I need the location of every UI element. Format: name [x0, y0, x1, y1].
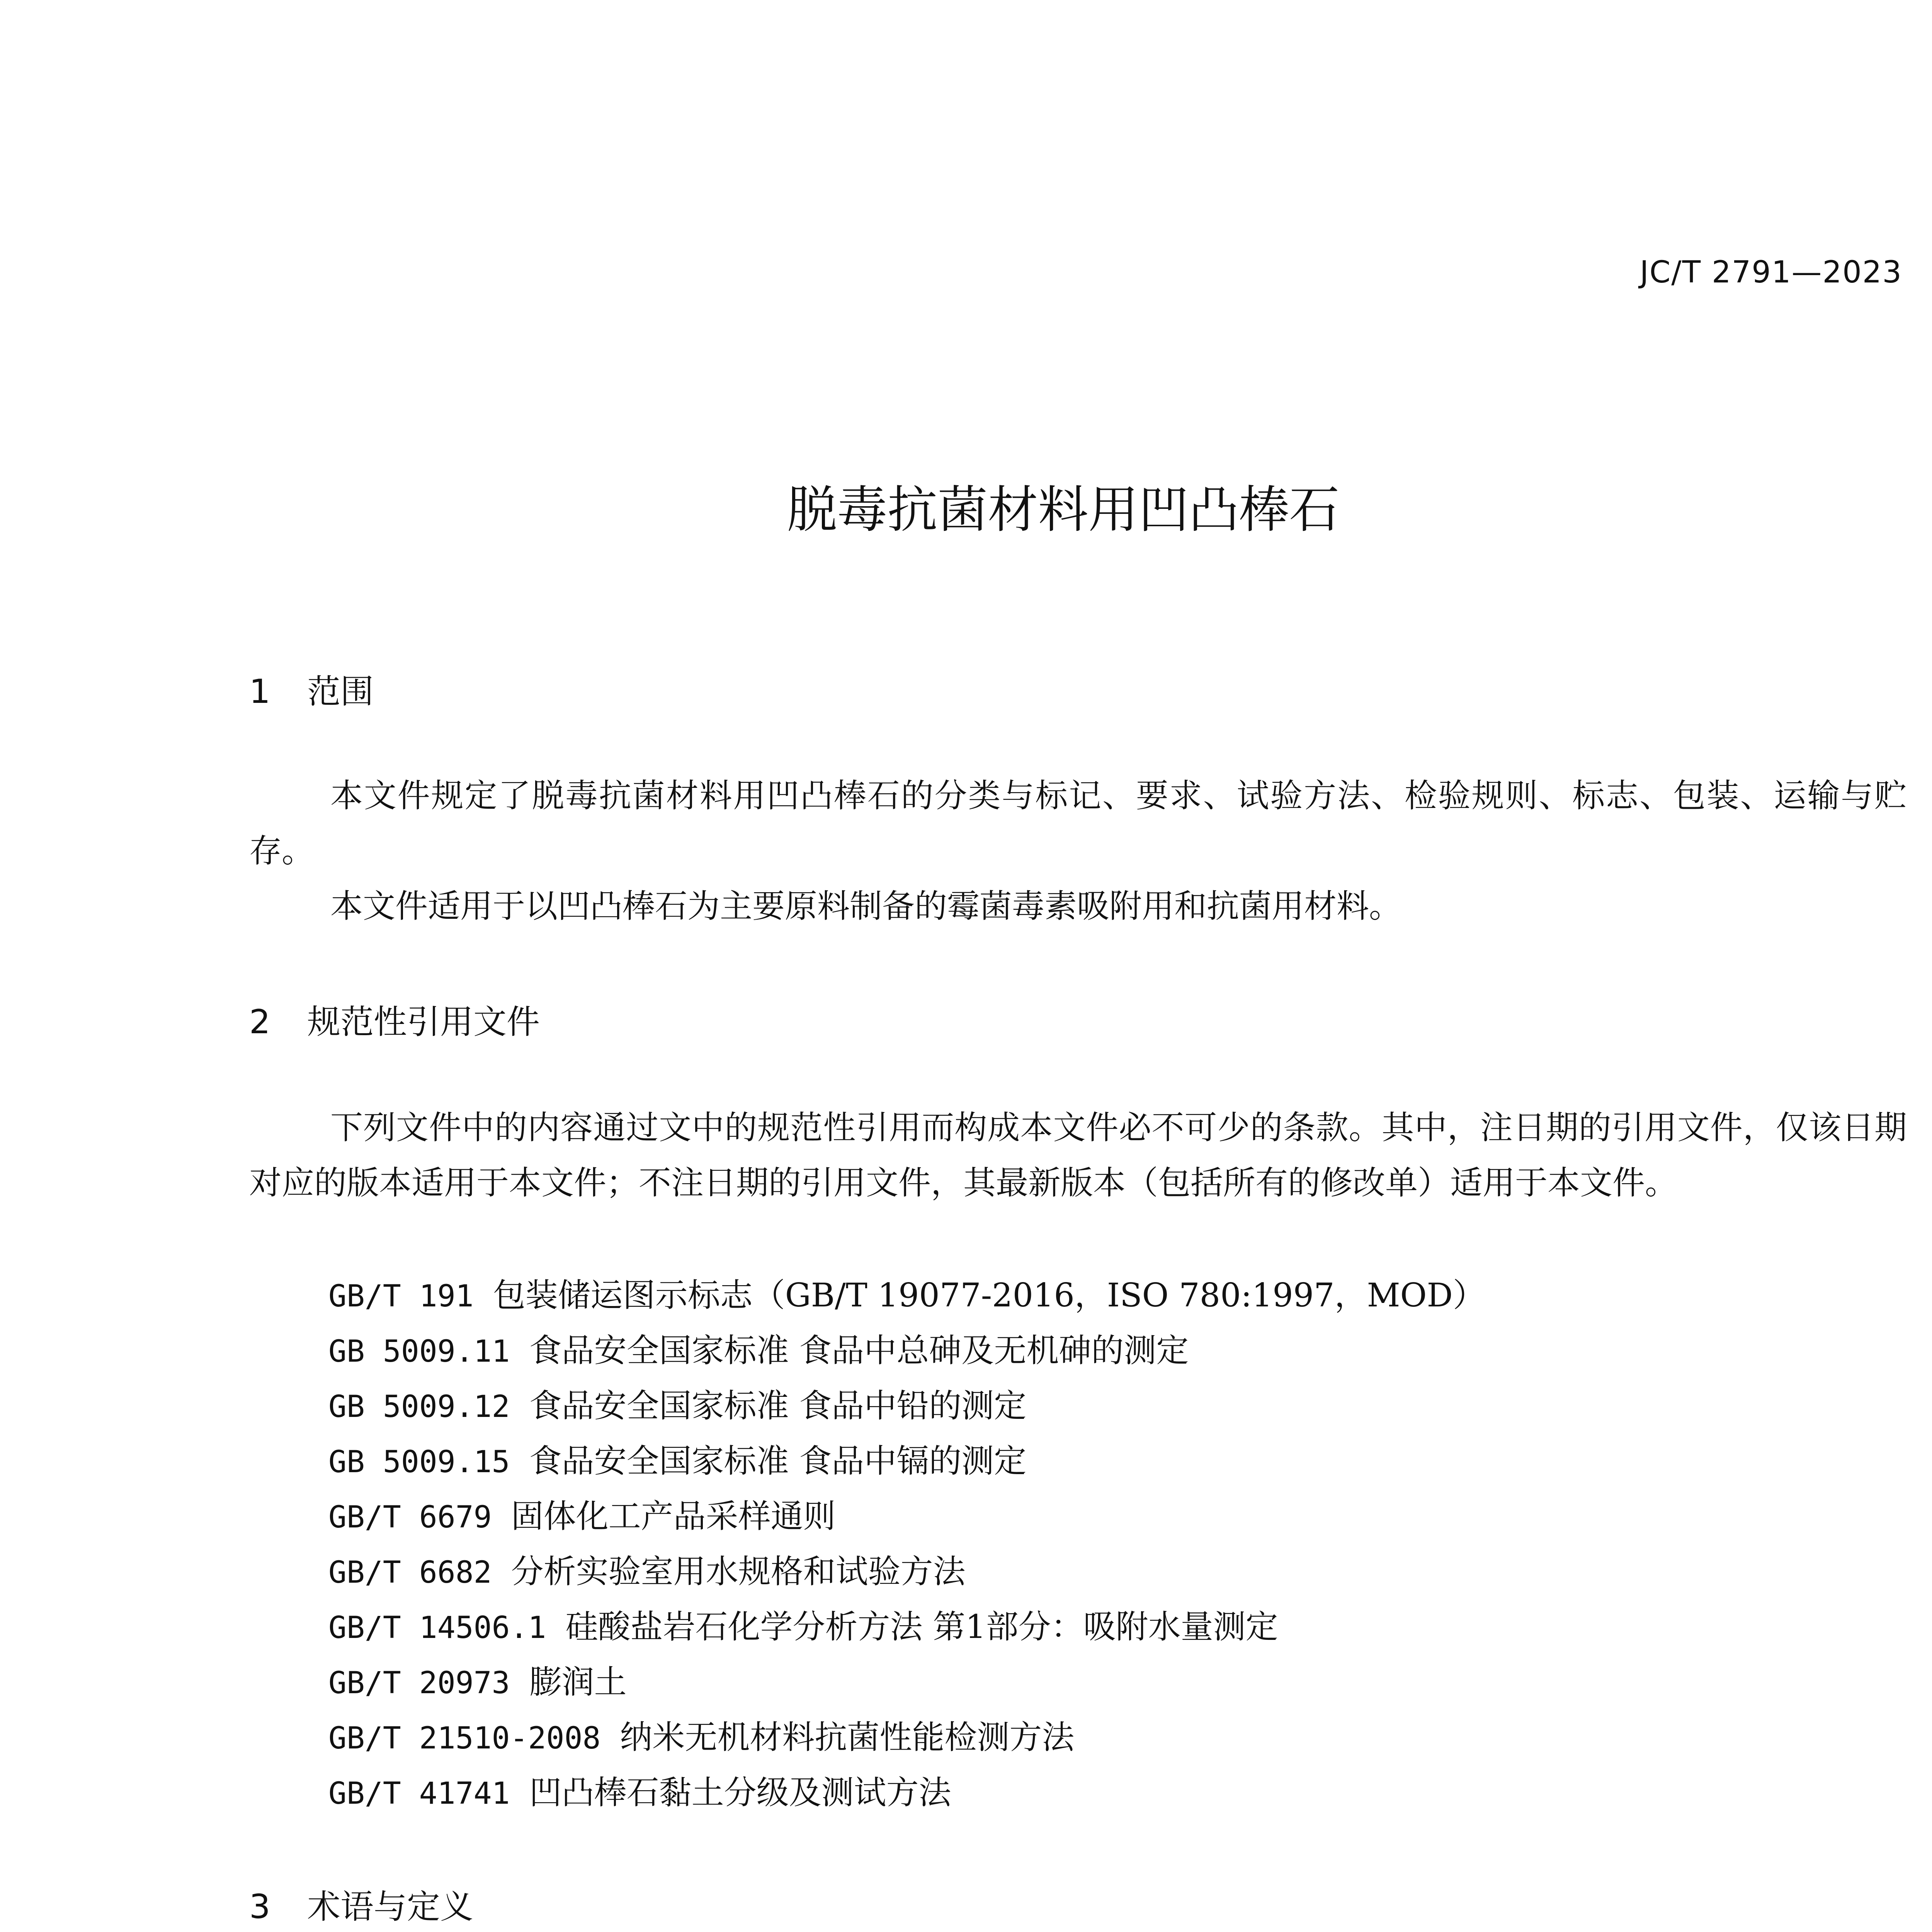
section-heading-terms-and-definitions [249, 1880, 473, 1928]
reference-item [328, 1380, 1026, 1427]
section-title: 术语与定义 [307, 1888, 473, 1926]
standard-code: JC/T 2791—2023 [1639, 255, 1902, 290]
reference-code: GB/T 41741 [328, 1776, 510, 1811]
reference-title: 纳米无机材料抗菌性能检测方法 [620, 1718, 1075, 1756]
scope-paragraph-1: 本文件规定了脱毒抗菌材料用凹凸棒石的分类与标记、要求、试验方法、检验规则、标志、包装、运输与贮存。 [249, 777, 1907, 870]
reference-code: GB/T 6679 [328, 1500, 492, 1535]
reference-item [328, 1711, 1074, 1758]
reference-title: 固体化工产品采样通则 [511, 1497, 836, 1535]
reference-item [328, 1435, 1026, 1482]
reference-code: GB/T 20973 [328, 1666, 510, 1701]
section-number: 2 [249, 1003, 270, 1041]
section-heading-normative-references [249, 995, 540, 1043]
reference-code: GB/T 6682 [328, 1555, 492, 1590]
reference-title: 食品安全国家标准 食品中铅的测定 [529, 1387, 1027, 1425]
reference-code: GB 5009.11 [328, 1334, 510, 1369]
reference-title: 食品安全国家标准 食品中总砷及无机砷的测定 [529, 1332, 1189, 1369]
section-title: 规范性引用文件 [307, 1003, 540, 1041]
reference-code: GB/T 21510-2008 [328, 1721, 601, 1756]
document-title: 脱毒抗菌材料用凹凸棒石 [787, 480, 1340, 539]
reference-item [328, 1601, 1278, 1648]
reference-item [328, 1490, 836, 1537]
section-number: 3 [249, 1888, 270, 1926]
reference-title: 食品安全国家标准 食品中镉的测定 [529, 1442, 1027, 1480]
section-title: 范围 [307, 672, 374, 711]
reference-title: 膨润土 [529, 1663, 627, 1701]
reference-code: GB/T 14506.1 [328, 1611, 546, 1645]
reference-code: GB 5009.12 [328, 1389, 510, 1424]
reference-title: 包装储运图示标志（GB/T 19077-2016，ISO 780:1997，MOD） [493, 1276, 1485, 1314]
scope-paragraph-2: 本文件适用于以凹凸棒石为主要原料制备的霉菌毒素吸附用和抗菌用材料。 [330, 887, 1402, 925]
section-heading-scope [249, 665, 374, 713]
reference-item [328, 1767, 951, 1813]
reference-code: GB/T 191 [328, 1279, 474, 1314]
reference-item [328, 1269, 1485, 1316]
section-number: 1 [249, 672, 270, 711]
references-intro-paragraph: 下列文件中的内容通过文中的规范性引用而构成本文件必不可少的条款。其中，注日期的引用文件，仅该日期对应的版本适用于本文件；不注日期的引用文件，其最新版本（包括所有的修改单）适用于本文件。 [249, 1109, 1907, 1202]
reference-title: 分析实验室用水规格和试验方法 [511, 1553, 966, 1590]
reference-title: 硅酸盐岩石化学分析方法 第1部分：吸附水量测定 [565, 1608, 1278, 1646]
reference-title: 凹凸棒石黏土分级及测试方法 [529, 1774, 951, 1811]
reference-item [328, 1325, 1189, 1371]
reference-item [328, 1656, 627, 1703]
reference-code: GB 5009.15 [328, 1445, 510, 1480]
reference-item [328, 1546, 966, 1592]
